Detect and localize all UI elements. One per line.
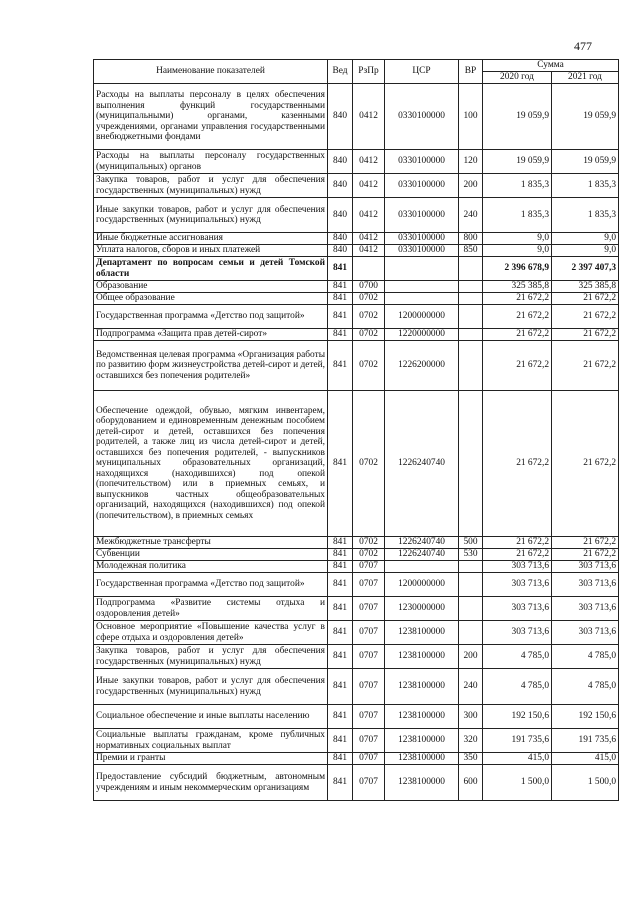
table-body [94, 84, 619, 801]
cell-vr: 300 [459, 705, 483, 729]
cell-ved: 841 [328, 549, 353, 561]
cell-rzpr: 0707 [353, 765, 385, 801]
cell-ved: 840 [328, 174, 353, 198]
table-row [94, 281, 619, 293]
cell-rzpr: 0412 [353, 174, 385, 198]
cell-rzpr: 0412 [353, 84, 385, 150]
cell-sum-2020: 303 713,6 [483, 621, 552, 645]
cell-sum-2021: 21 672,2 [552, 341, 619, 391]
cell-vr [459, 281, 483, 293]
cell-name: Премии и гранты [94, 753, 328, 765]
cell-ved: 841 [328, 281, 353, 293]
cell-sum-2020: 1 500,0 [483, 765, 552, 801]
cell-csr: 1226240740 [385, 549, 459, 561]
cell-name: Расходы на выплаты персоналу государственных (муниципальных) органов [94, 150, 328, 174]
cell-ved: 841 [328, 753, 353, 765]
cell-sum-2020: 1 835,3 [483, 174, 552, 198]
cell-ved: 841 [328, 341, 353, 391]
cell-rzpr: 0707 [353, 705, 385, 729]
cell-sum-2021: 1 500,0 [552, 765, 619, 801]
cell-sum-2021: 303 713,6 [552, 561, 619, 573]
cell-ved: 841 [328, 561, 353, 573]
cell-ved: 841 [328, 573, 353, 597]
cell-vr: 200 [459, 645, 483, 669]
cell-sum-2021: 19 059,9 [552, 150, 619, 174]
header-ved: Вед [328, 60, 353, 84]
cell-ved: 840 [328, 233, 353, 245]
header-csr: ЦСР [385, 60, 459, 84]
cell-csr: 0330100000 [385, 233, 459, 245]
cell-vr [459, 293, 483, 305]
cell-name: Общее образование [94, 293, 328, 305]
cell-ved: 841 [328, 293, 353, 305]
cell-ved: 840 [328, 198, 353, 233]
table-row [94, 174, 619, 198]
page-number: 477 [574, 39, 592, 53]
table-row [94, 645, 619, 669]
cell-name: Социальные выплаты гражданам, кроме публичных нормативных социальных выплат [94, 729, 328, 753]
cell-name: Уплата налогов, сборов и иных платежей [94, 245, 328, 257]
cell-rzpr: 0702 [353, 305, 385, 329]
table-row [94, 198, 619, 233]
cell-sum-2020: 21 672,2 [483, 391, 552, 537]
cell-sum-2020: 19 059,9 [483, 84, 552, 150]
cell-rzpr: 0707 [353, 621, 385, 645]
header-rzpr: РзПр [353, 60, 385, 84]
table-header [94, 60, 619, 84]
cell-name: Образование [94, 281, 328, 293]
cell-rzpr: 0707 [353, 753, 385, 765]
cell-csr: 1220000000 [385, 329, 459, 341]
cell-vr: 100 [459, 84, 483, 150]
cell-sum-2020: 9,0 [483, 233, 552, 245]
cell-csr [385, 293, 459, 305]
cell-sum-2020: 21 672,2 [483, 329, 552, 341]
cell-rzpr [353, 257, 385, 281]
cell-sum-2021: 21 672,2 [552, 305, 619, 329]
cell-name: Социальное обеспечение и иные выплаты населению [94, 705, 328, 729]
cell-csr: 1230000000 [385, 597, 459, 621]
cell-sum-2020: 325 385,8 [483, 281, 552, 293]
cell-sum-2020: 21 672,2 [483, 549, 552, 561]
cell-name: Иные бюджетные ассигнования [94, 233, 328, 245]
cell-rzpr: 0702 [353, 391, 385, 537]
cell-rzpr: 0707 [353, 597, 385, 621]
cell-name: Расходы на выплаты персоналу в целях обеспечения выполнения функций государственными (муниципальными) органами, казенными учреждениями, органами управления государственными внебюджетными фондами [94, 84, 328, 150]
cell-vr: 500 [459, 537, 483, 549]
cell-ved: 841 [328, 305, 353, 329]
cell-rzpr: 0412 [353, 198, 385, 233]
table-row [94, 621, 619, 645]
cell-ved: 841 [328, 729, 353, 753]
cell-csr: 1238100000 [385, 765, 459, 801]
cell-rzpr: 0702 [353, 549, 385, 561]
cell-ved: 840 [328, 245, 353, 257]
cell-rzpr: 0707 [353, 561, 385, 573]
cell-ved: 841 [328, 669, 353, 705]
cell-sum-2021: 19 059,9 [552, 84, 619, 150]
cell-name: Субвенции [94, 549, 328, 561]
cell-sum-2021: 21 672,2 [552, 293, 619, 305]
cell-sum-2020: 191 735,6 [483, 729, 552, 753]
cell-ved: 841 [328, 329, 353, 341]
cell-sum-2020: 4 785,0 [483, 645, 552, 669]
cell-rzpr: 0700 [353, 281, 385, 293]
cell-sum-2021: 4 785,0 [552, 669, 619, 705]
cell-rzpr: 0702 [353, 293, 385, 305]
cell-vr [459, 621, 483, 645]
cell-vr: 120 [459, 150, 483, 174]
cell-name: Межбюджетные трансферты [94, 537, 328, 549]
cell-sum-2020: 192 150,6 [483, 705, 552, 729]
cell-sum-2021: 303 713,6 [552, 573, 619, 597]
header-name: Наименование показателей [94, 60, 328, 84]
cell-vr: 800 [459, 233, 483, 245]
cell-csr [385, 561, 459, 573]
table-row [94, 669, 619, 705]
cell-sum-2021: 9,0 [552, 233, 619, 245]
cell-sum-2020: 2 396 678,9 [483, 257, 552, 281]
cell-ved: 841 [328, 257, 353, 281]
cell-rzpr: 0412 [353, 245, 385, 257]
cell-sum-2021: 21 672,2 [552, 391, 619, 537]
cell-sum-2020: 21 672,2 [483, 341, 552, 391]
cell-csr: 1226200000 [385, 341, 459, 391]
cell-sum-2020: 1 835,3 [483, 198, 552, 233]
cell-ved: 841 [328, 537, 353, 549]
cell-sum-2021: 1 835,3 [552, 174, 619, 198]
cell-sum-2021: 2 397 407,3 [552, 257, 619, 281]
cell-vr [459, 305, 483, 329]
cell-name: Основное мероприятие «Повышение качества услуг в сфере отдыха и оздоровления детей» [94, 621, 328, 645]
cell-csr: 1238100000 [385, 621, 459, 645]
header-vr: ВР [459, 60, 483, 84]
cell-sum-2021: 21 672,2 [552, 549, 619, 561]
cell-ved: 841 [328, 765, 353, 801]
cell-rzpr: 0702 [353, 537, 385, 549]
table-row [94, 705, 619, 729]
cell-vr: 240 [459, 669, 483, 705]
cell-vr [459, 391, 483, 537]
cell-sum-2020: 9,0 [483, 245, 552, 257]
header-sum: Сумма [483, 60, 619, 72]
cell-csr: 1200000000 [385, 573, 459, 597]
table-row [94, 293, 619, 305]
cell-ved: 841 [328, 705, 353, 729]
budget-table [93, 59, 619, 801]
cell-vr [459, 329, 483, 341]
cell-ved: 840 [328, 84, 353, 150]
table-row [94, 245, 619, 257]
cell-name: Закупка товаров, работ и услуг для обеспечения государственных (муниципальных) нужд [94, 645, 328, 669]
cell-vr: 600 [459, 765, 483, 801]
table-row [94, 537, 619, 549]
cell-vr: 350 [459, 753, 483, 765]
cell-sum-2020: 303 713,6 [483, 597, 552, 621]
cell-sum-2020: 21 672,2 [483, 537, 552, 549]
cell-rzpr: 0707 [353, 573, 385, 597]
table-row [94, 597, 619, 621]
cell-name: Подпрограмма «Развитие системы отдыха и оздоровления детей» [94, 597, 328, 621]
table-row [94, 391, 619, 537]
cell-vr [459, 341, 483, 391]
cell-ved: 841 [328, 391, 353, 537]
cell-ved: 841 [328, 645, 353, 669]
cell-sum-2020: 19 059,9 [483, 150, 552, 174]
table-row [94, 329, 619, 341]
cell-vr: 320 [459, 729, 483, 753]
cell-sum-2021: 303 713,6 [552, 621, 619, 645]
table-row [94, 84, 619, 150]
cell-name: Ведомственная целевая программа «Организация работы по развитию форм жизнеустройства детей-сирот и детей, оставшихся без попечения родителей» [94, 341, 328, 391]
cell-ved: 841 [328, 597, 353, 621]
cell-name: Молодежная политика [94, 561, 328, 573]
cell-sum-2021: 415,0 [552, 753, 619, 765]
table-row [94, 561, 619, 573]
header-year-2020: 2020 год [483, 72, 552, 84]
cell-sum-2020: 303 713,6 [483, 573, 552, 597]
table-row [94, 341, 619, 391]
cell-sum-2021: 303 713,6 [552, 597, 619, 621]
cell-name: Предоставление субсидий бюджетным, автономным учреждениям и иным некоммерческим организациям [94, 765, 328, 801]
cell-rzpr: 0702 [353, 329, 385, 341]
cell-sum-2021: 192 150,6 [552, 705, 619, 729]
cell-csr: 1238100000 [385, 705, 459, 729]
cell-ved: 840 [328, 150, 353, 174]
cell-vr: 200 [459, 174, 483, 198]
cell-name: Подпрограмма «Защита прав детей-сирот» [94, 329, 328, 341]
cell-sum-2021: 191 735,6 [552, 729, 619, 753]
cell-csr: 0330100000 [385, 198, 459, 233]
cell-vr: 530 [459, 549, 483, 561]
cell-name: Государственная программа «Детство под защитой» [94, 573, 328, 597]
cell-csr: 1226240740 [385, 537, 459, 549]
cell-csr: 0330100000 [385, 174, 459, 198]
cell-sum-2021: 21 672,2 [552, 329, 619, 341]
table-row [94, 233, 619, 245]
table-row [94, 305, 619, 329]
cell-csr: 1226240740 [385, 391, 459, 537]
cell-sum-2021: 21 672,2 [552, 537, 619, 549]
cell-vr: 240 [459, 198, 483, 233]
table-row [94, 257, 619, 281]
table-row [94, 753, 619, 765]
cell-name: Иные закупки товаров, работ и услуг для обеспечения государственных (муниципальных) нужд [94, 198, 328, 233]
cell-csr: 1238100000 [385, 753, 459, 765]
cell-vr [459, 257, 483, 281]
cell-sum-2021: 325 385,8 [552, 281, 619, 293]
cell-rzpr: 0707 [353, 645, 385, 669]
cell-sum-2020: 21 672,2 [483, 293, 552, 305]
cell-name: Департамент по вопросам семьи и детей Томской области [94, 257, 328, 281]
cell-csr: 0330100000 [385, 245, 459, 257]
cell-sum-2020: 415,0 [483, 753, 552, 765]
cell-sum-2020: 4 785,0 [483, 669, 552, 705]
cell-csr: 1238100000 [385, 669, 459, 705]
cell-csr: 1238100000 [385, 729, 459, 753]
cell-rzpr: 0702 [353, 341, 385, 391]
cell-vr: 850 [459, 245, 483, 257]
table-row [94, 573, 619, 597]
cell-rzpr: 0412 [353, 233, 385, 245]
cell-sum-2021: 4 785,0 [552, 645, 619, 669]
cell-sum-2021: 9,0 [552, 245, 619, 257]
table-row [94, 549, 619, 561]
cell-csr [385, 281, 459, 293]
cell-name: Государственная программа «Детство под защитой» [94, 305, 328, 329]
cell-vr [459, 561, 483, 573]
cell-sum-2020: 303 713,6 [483, 561, 552, 573]
cell-csr: 1238100000 [385, 645, 459, 669]
cell-rzpr: 0412 [353, 150, 385, 174]
cell-csr: 0330100000 [385, 84, 459, 150]
cell-rzpr: 0707 [353, 669, 385, 705]
cell-csr: 0330100000 [385, 150, 459, 174]
cell-rzpr: 0707 [353, 729, 385, 753]
cell-csr [385, 257, 459, 281]
table-row [94, 729, 619, 753]
cell-name: Закупка товаров, работ и услуг для обеспечения государственных (муниципальных) нужд [94, 174, 328, 198]
cell-csr: 1200000000 [385, 305, 459, 329]
cell-ved: 841 [328, 621, 353, 645]
cell-name: Иные закупки товаров, работ и услуг для обеспечения государственных (муниципальных) нужд [94, 669, 328, 705]
cell-sum-2021: 1 835,3 [552, 198, 619, 233]
cell-vr [459, 597, 483, 621]
cell-sum-2020: 21 672,2 [483, 305, 552, 329]
table-row [94, 765, 619, 801]
cell-vr [459, 573, 483, 597]
cell-name: Обеспечение одеждой, обувью, мягким инвентарем, оборудованием и единовременным денежным пособием детей-сирот и детей, оставшихся без попечения родителей, а также лиц из числа детей-сирот и детей, оставшихся без попечения родителей, - выпускников муниципальных образовательных организаций, находящихся (находившихся) под опекой (попечительством) или в приемных семьях, и выпускников частных общеобразовательных организаций, находящихся (находившихся) под опекой (попечительством), в приемных семьях [94, 391, 328, 537]
table-row [94, 150, 619, 174]
header-year-2021: 2021 год [552, 72, 619, 84]
